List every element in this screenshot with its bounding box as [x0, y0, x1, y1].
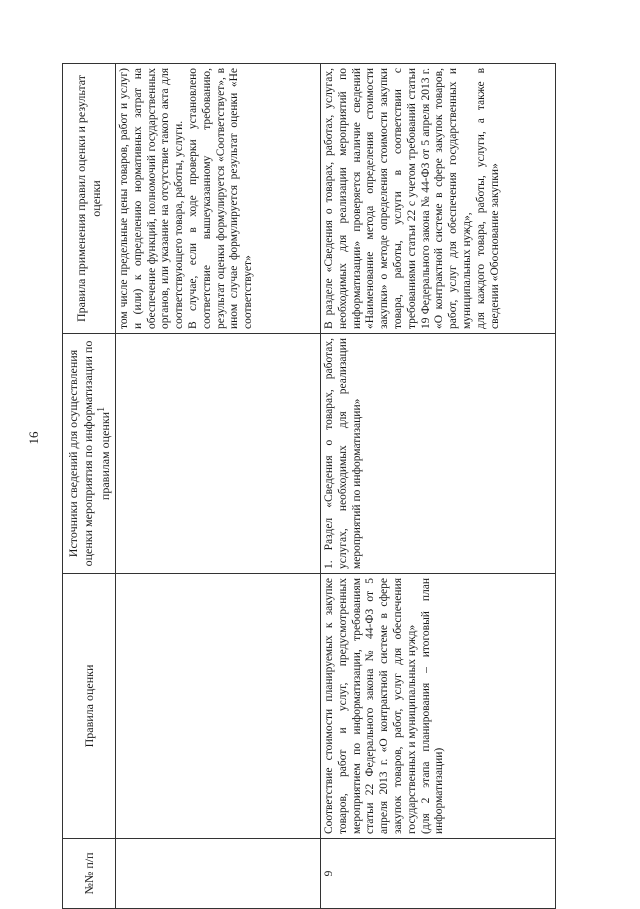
- document-table-container: [62, 64, 562, 909]
- cell-rules: [321, 574, 556, 839]
- header-sources-text: Источники сведений для осуществления оценки мероприятия по информатизации по правилам оценки: [65, 340, 112, 567]
- application-paragraph: для каждого товара, работы, услуги, а также в сведении «Обоснование закупки»: [474, 68, 501, 329]
- rules-paragraph: (для 2 этапа планирования – итоговый план информатизации): [419, 578, 446, 834]
- rules-paragraph: Соответствие стоимости планируемых к закупке товаров, работ и услуг, предусмотренных мероприятием по информатизации, требованиям статьи 22 Федерального закона № 44-ФЗ от 5 апреля 2013 г. «О контрактной системе в сфере закупок товаров, работ, услуг для обеспечения государственных и муниципальных нужд»: [323, 578, 418, 834]
- evaluation-rules-table: [62, 63, 556, 909]
- cell-sources: [321, 334, 556, 574]
- footnote-marker: 1: [95, 406, 107, 412]
- cell-rules: [116, 574, 321, 839]
- header-application: Правила применения правил оценки и результат оценки: [63, 64, 116, 334]
- application-paragraph: В случае, если в ходе проверки установлено соответствие вышеуказанному требованию, результат оценки формулируется «Соответствует», в ином случае формулируется результат оценки «Не соответствует»: [186, 68, 255, 329]
- cell-sources: [116, 334, 321, 574]
- table-header-row: [63, 64, 116, 909]
- application-paragraph: том числе предельные цены товаров, работ и услуг) и (или) к определению нормативных затрат на обеспечение функций, полномочий государственных органов, или указание на отсутствие такого акта для соответствующего товара, работы, услуги.: [118, 68, 186, 329]
- cell-application: [321, 64, 556, 334]
- table-row: [321, 64, 556, 909]
- header-rules: Правила оценки: [63, 574, 116, 839]
- application-paragraph: В разделе «Сведения о товарах, работах, услугах, необходимых для реализации мероприятий по информатизации» проверяется наличие сведений «Наименование метода определения стоимости закупки» о методе определения стоимости закупки товара, работы, услуги в соответствии с требованиями статьи 22 с учетом требований статьи 19 Федерального закона № 44-ФЗ от 5 апреля 2013 г. «О контрактной системе в сфере закупок товаров, работ, услуг для обеспечения государственных и муниципальных нужд»,: [323, 68, 473, 329]
- cell-num: 9: [321, 839, 556, 909]
- cell-num: [116, 839, 321, 909]
- cell-application: [116, 64, 321, 334]
- sources-paragraph: 1. Раздел «Сведения о товарах, работах, услугах, необходимых для реализации мероприятий по информатизации»: [323, 338, 363, 569]
- page-number: 16: [26, 431, 41, 445]
- table-row: [116, 64, 321, 909]
- header-num: №№ п/п: [63, 839, 116, 909]
- header-sources: [63, 334, 116, 574]
